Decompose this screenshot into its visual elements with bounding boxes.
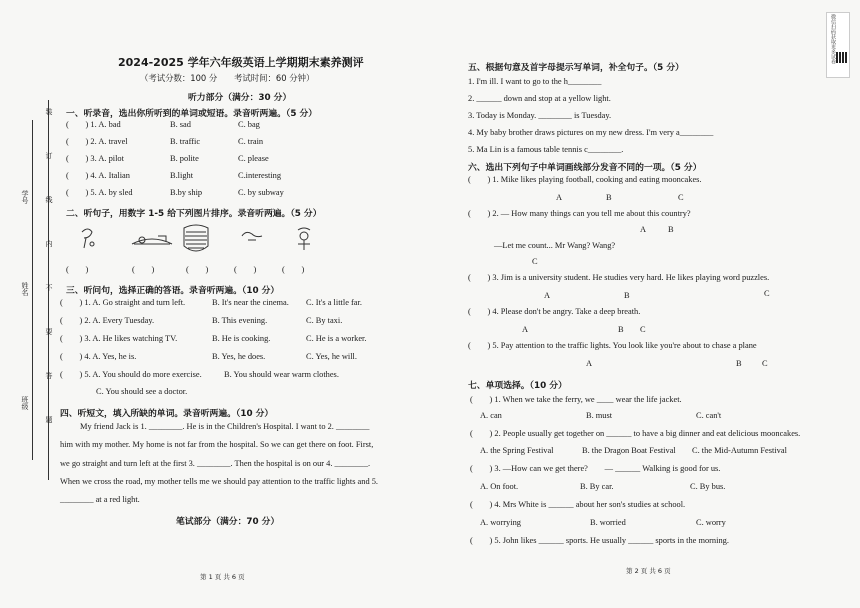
option-b: B. He is cooking. (212, 334, 271, 343)
option-c: C.interesting (238, 171, 282, 180)
question-text: ( ) 5. Pay attention to the traffic lights. You look like you're about to chase a plane (468, 341, 757, 350)
answer-bracket: ( ) (234, 265, 257, 274)
exam-meta: （考试分数：100 分 考试时间：60 分钟） (140, 73, 315, 83)
option-marker: B (736, 359, 742, 368)
answer-bracket: ( ) (186, 265, 209, 274)
question-text: 4. My baby brother draws pictures on my new dress. I'm very a________ (468, 128, 714, 137)
option-marker: A (522, 325, 529, 334)
question-text: ( ) 4. Please don't be angry. Take a deep breath. (468, 307, 641, 316)
picture-shield (184, 225, 208, 251)
question-text: ( ) 5. A. by sled (66, 188, 133, 197)
question-text: ( ) 4. A. Yes, he is. (60, 352, 137, 361)
question-text: ( ) 5. A. You should do more exercise. (60, 370, 202, 379)
page-2-footer: 第 2 页 共 6 页 (626, 567, 671, 575)
option-marker: A (640, 225, 647, 234)
option-marker: C (762, 359, 768, 368)
question-text: ( ) 3. A. He likes watching TV. (60, 334, 178, 343)
option-marker: C (678, 193, 684, 202)
option-c: C. train (238, 137, 264, 146)
question-text: ( ) 3. Jim is a university student. He studies very hard. He likes playing word puzzles. (468, 273, 770, 282)
option-marker: C (640, 325, 646, 334)
written-header: 笔试部分（满分：70 分） (176, 517, 280, 527)
option-marker: A (544, 291, 551, 300)
exam-title: 2024-2025 学年六年级英语上学期期末素养测评 (118, 56, 364, 69)
binding-label: 订 (45, 152, 53, 159)
binding-label: 不 (45, 284, 53, 291)
picture-ship (132, 236, 172, 244)
binding-label: 线 (45, 196, 53, 203)
question-text: ( ) 4. Mrs White is ______ about her son's studies at school. (470, 500, 686, 509)
option-c: C. He is a worker. (306, 334, 367, 343)
name-line (32, 120, 33, 460)
option-b: B. must (586, 411, 613, 420)
option-c: C. By taxi. (306, 316, 343, 325)
section-2-pictures (72, 222, 432, 258)
section-7-heading: 七、单项选择。（10 分） (468, 381, 567, 391)
option-c: C. By bus. (690, 482, 726, 491)
class-label: 班级 (21, 396, 29, 410)
option-marker: A (556, 193, 563, 202)
option-marker: A (586, 359, 593, 368)
section-4-heading: 四、听短文，填入所缺的单词。录音听两遍。（10 分） (60, 409, 274, 419)
option-a: A. On foot. (480, 482, 519, 491)
answer-bracket: ( ) (282, 265, 305, 274)
option-marker: C (764, 289, 770, 298)
option-marker: C (532, 257, 538, 266)
student-id-label: 学号 (21, 190, 29, 204)
section-2-heading: 二、听句子，用数字 1-5 给下列图片排序。录音听两遍。（5 分） (66, 209, 322, 219)
binding-label: 要 (45, 328, 53, 335)
question-text: 3. Today is Monday. ________ is Tuesday. (468, 111, 612, 120)
question-text: 1. I'm ill. I want to go to the h________ (468, 77, 602, 86)
option-marker: B (618, 325, 624, 334)
option-c: C. by subway (238, 188, 284, 197)
binding-label: 题 (45, 416, 53, 423)
question-text: ( ) 5. John likes ______ sports. He usually ______ sports in the morning. (470, 536, 729, 545)
option-marker: B (624, 291, 630, 300)
question-text: 2. ______ down and stop at a yellow light. (468, 94, 611, 103)
section-1-heading: 一、听录音，选出你所听到的单词或短语。录音听两遍。（5 分） (66, 109, 318, 119)
passage-line: him with my mother. My home is not far from the hospital. So we can get there on foot. First, (60, 440, 374, 449)
section-3-heading: 三、听问句，选择正确的答语。录音听两遍。（10 分） (66, 286, 280, 296)
option-c: C. bag (238, 120, 260, 129)
question-text: ( ) 4. A. Italian (66, 171, 130, 180)
option-b: B. sad (170, 120, 191, 129)
question-text: 5. Ma Lin is a famous table tennis c________. (468, 145, 624, 154)
option-a: A. worrying (480, 518, 521, 527)
option-c: C. can't (696, 411, 722, 420)
option-b: B. traffic (170, 137, 201, 146)
option-c: C. It's a little far. (306, 298, 362, 307)
option-b: B. Yes, he does. (212, 352, 266, 361)
qr-code-icon[interactable] (836, 52, 847, 63)
picture-bird (242, 232, 262, 240)
question-text: ( ) 2. A. Every Tuesday. (60, 316, 155, 325)
option-a: A. the Spring Festival (480, 446, 554, 455)
question-text: ( ) 2. — How many things can you tell me about this country? (468, 209, 691, 218)
binding-strip (0, 0, 62, 608)
option-c: C. Yes, he will. (306, 352, 357, 361)
option-b: B. worried (590, 518, 626, 527)
option-b: B.by ship (170, 188, 203, 197)
picture-tools (82, 229, 94, 248)
option-c: C. the Mid-Autumn Festival (692, 446, 787, 455)
binding-label: 内 (45, 240, 53, 247)
question-text: ( ) 1. When we take the ferry, we ____ wear the life jacket. (470, 395, 682, 404)
option-b: B. You should wear warm clothes. (224, 370, 339, 379)
qr-caption: 微信扫码获取更多试卷 (830, 14, 836, 64)
page-1-footer: 第 1 页 共 6 页 (200, 573, 245, 581)
listening-header: 听力部分（满分：30 分） (188, 93, 292, 103)
binding-label: 装 (45, 108, 53, 115)
question-text: ( ) 3. A. pilot (66, 154, 124, 163)
name-label: 姓名 (21, 282, 29, 296)
option-b: B. By car. (580, 482, 614, 491)
option-a: A. can (480, 411, 502, 420)
question-text: —Let me count... Mr Wang? Wang? (494, 241, 616, 250)
option-c: C. worry (696, 518, 726, 527)
option-b: B. It's near the cinema. (212, 298, 289, 307)
question-text: ( ) 2. People usually get together on ______ to have a big dinner and eat delicious mooncakes. (470, 429, 801, 438)
option-marker: B (606, 193, 612, 202)
passage-line: we go straight and turn left at the first 3. ________. Then the hospital is on our 4. ________. (60, 459, 371, 468)
passage-line: When we cross the road, my mother tells me we should pay attention to the traffic lights and 5. (60, 477, 379, 486)
question-text: ( ) 1. A. Go straight and turn left. (60, 298, 186, 307)
option-b: B. This evening. (212, 316, 268, 325)
question-text: ( ) 3. —How can we get there? — ______ Walking is good for us. (470, 464, 721, 473)
answer-bracket: ( ) (132, 265, 155, 274)
option-c: C. please (238, 154, 269, 163)
passage-line: ________ at a red light. (60, 495, 140, 504)
option-b: B. the Dragon Boat Festival (582, 446, 676, 455)
question-text: ( ) 2. A. travel (66, 137, 128, 146)
binding-label: 答 (45, 372, 53, 379)
option-marker: B (668, 225, 674, 234)
section-6-heading: 六、选出下列句子中单词画线部分发音不同的一项。（5 分） (468, 163, 702, 173)
passage-line: My friend Jack is 1. ________. He is in the Children's Hospital. I want to 2. ________ (80, 422, 370, 431)
question-text: ( ) 1. Mike likes playing football, cooking and eating mooncakes. (468, 175, 702, 184)
picture-figure (298, 228, 310, 250)
question-text: ( ) 1. A. bad (66, 120, 121, 129)
option-c: C. You should see a doctor. (96, 387, 188, 396)
option-b: B.light (170, 171, 194, 180)
section-5-heading: 五、根据句意及首字母提示写单词，补全句子。（5 分） (468, 63, 684, 73)
option-b: B. polite (170, 154, 199, 163)
answer-bracket: ( ) (66, 265, 89, 274)
